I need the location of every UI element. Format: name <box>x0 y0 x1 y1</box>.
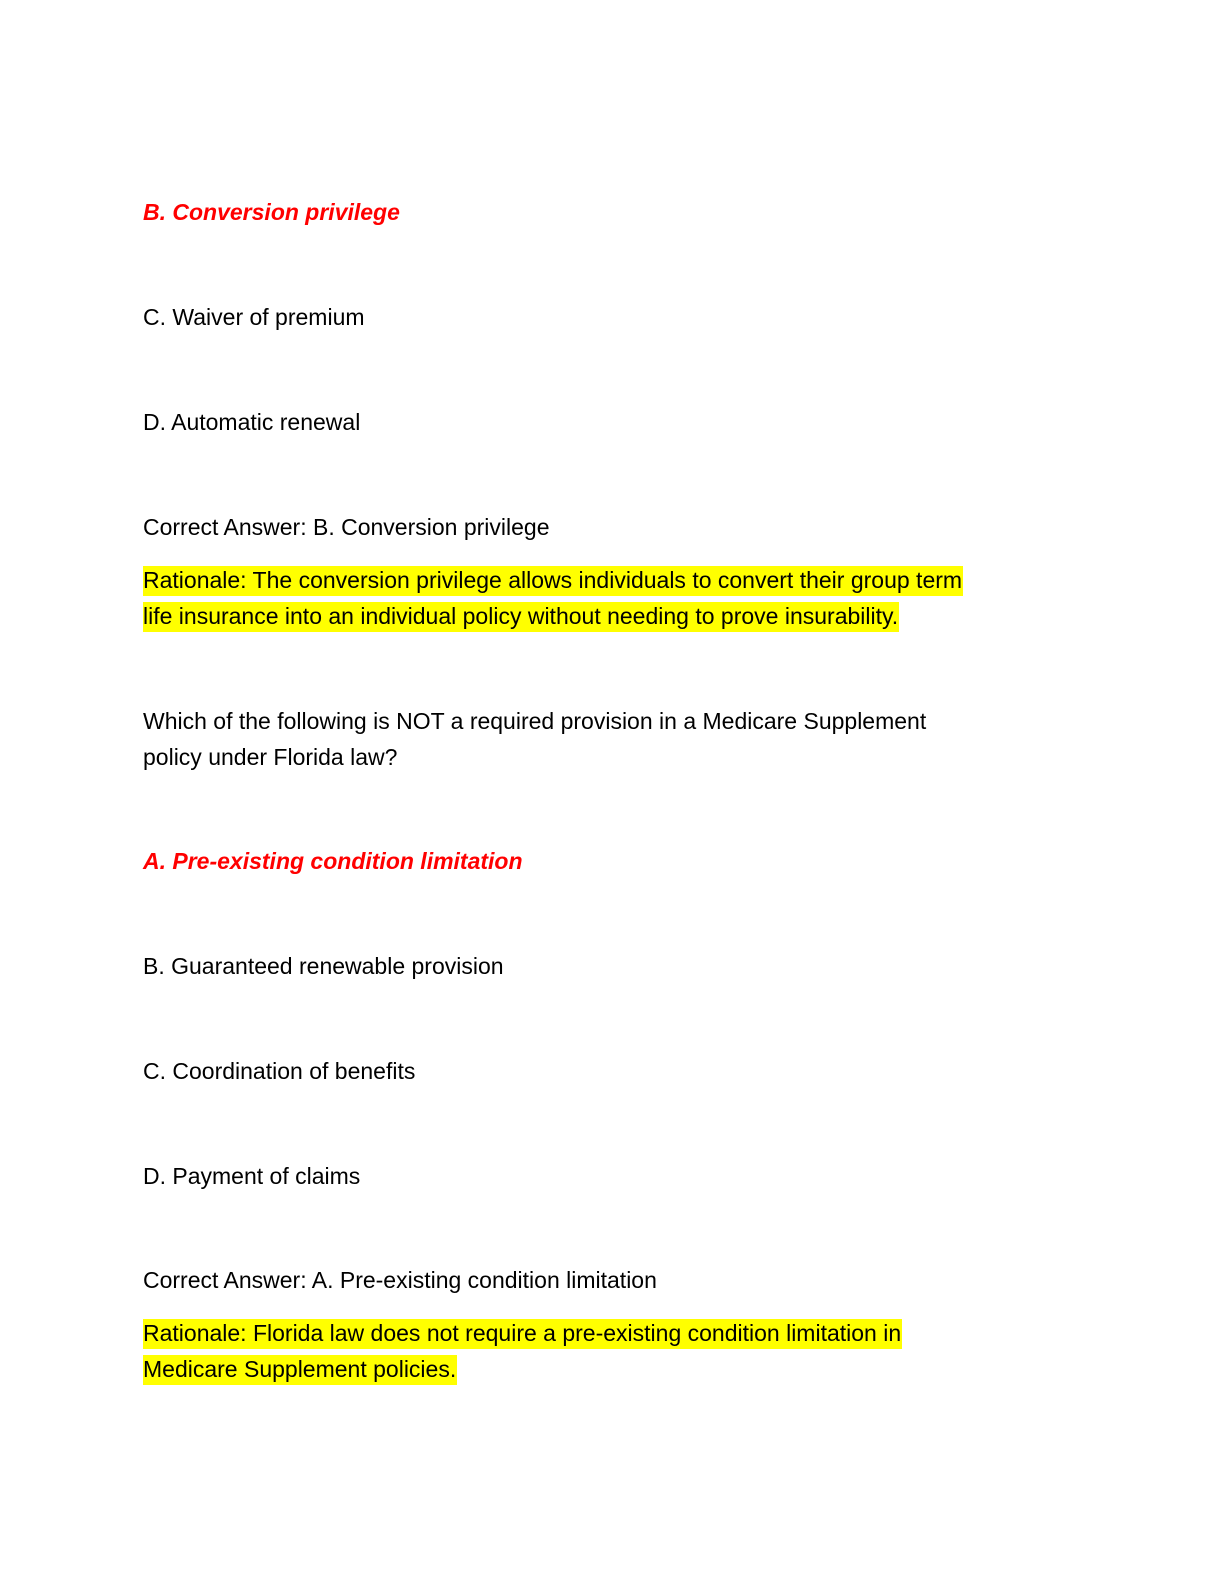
q2-option-c: C. Coordination of benefits <box>143 1058 416 1084</box>
q2-correct-answer: Correct Answer: A. Pre-existing condition limitation <box>143 1267 657 1293</box>
q1-correct-answer: Correct Answer: B. Conversion privilege <box>143 514 550 540</box>
q2-rationale-text-1: Rationale: Florida law does not require a pre-existing condition limitation in <box>143 1319 902 1349</box>
q2-option-a-correct: A. Pre-existing condition limitation <box>143 848 523 874</box>
q1-option-b-correct: B. Conversion privilege <box>143 199 400 225</box>
q1-rationale-text-1: Rationale: The conversion privilege allows individuals to convert their group term <box>143 566 963 596</box>
q1-option-d: D. Automatic renewal <box>143 409 361 435</box>
q1-rationale-text-2: life insurance into an individual policy without needing to prove insurability. <box>143 602 899 632</box>
q2-question-line-2: policy under Florida law? <box>143 744 398 770</box>
q2-option-d: D. Payment of claims <box>143 1163 361 1189</box>
q1-rationale-line-1 <box>143 562 963 598</box>
q2-rationale-line-1 <box>143 1315 902 1351</box>
q1-rationale-line-2 <box>143 598 899 634</box>
q1-option-c: C. Waiver of premium <box>143 304 365 330</box>
q2-option-b: B. Guaranteed renewable provision <box>143 953 504 979</box>
q2-rationale-line-2 <box>143 1351 457 1387</box>
q2-question-line-1: Which of the following is NOT a required provision in a Medicare Supplement <box>143 708 927 734</box>
q2-rationale-text-2: Medicare Supplement policies. <box>143 1355 457 1385</box>
